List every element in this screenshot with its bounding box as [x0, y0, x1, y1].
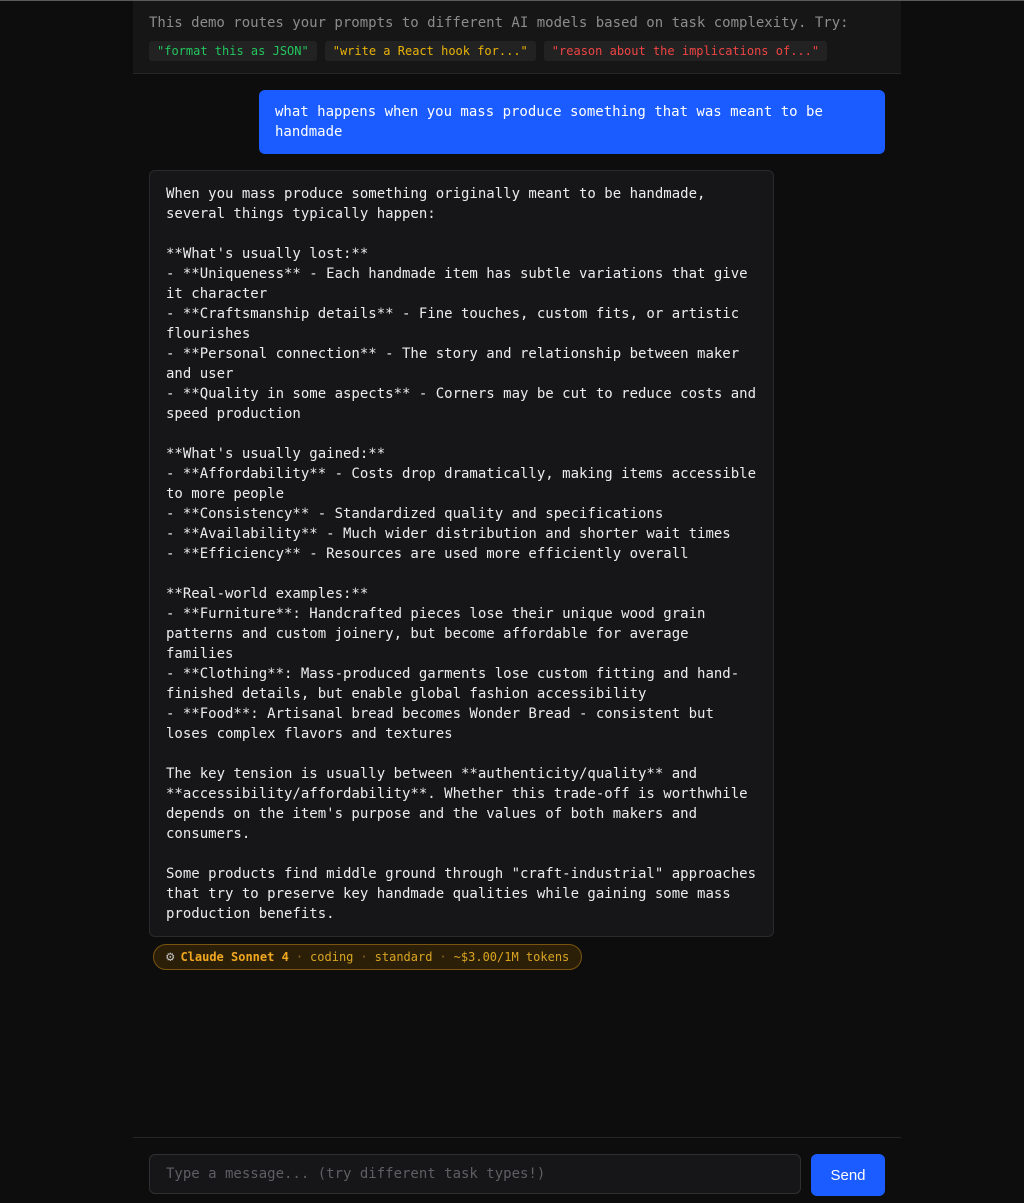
chat-column [133, 0, 901, 1203]
separator-dot: · [295, 950, 304, 964]
hint-text: This demo routes your prompts to different AI models based on task complexity. Try: [149, 15, 849, 31]
example-chip-json[interactable]: "format this as JSON" [149, 41, 317, 61]
model-route-badge [153, 944, 582, 970]
model-tier: standard [374, 950, 433, 964]
hint-bar [133, 1, 901, 74]
example-chip-react-hook[interactable]: "write a React hook for..." [325, 41, 536, 61]
gear-icon: ⚙ [166, 949, 175, 965]
send-button[interactable]: Send [811, 1154, 885, 1196]
separator-dot: · [439, 950, 447, 964]
model-name: Claude Sonnet 4 [180, 950, 289, 964]
separator-dot: · [360, 950, 368, 964]
task-type: coding [310, 950, 354, 964]
composer-divider [133, 1137, 901, 1138]
message-input[interactable] [149, 1154, 801, 1194]
model-price: ~$3.00/1M tokens [453, 950, 570, 964]
example-chip-reasoning[interactable]: "reason about the implications of..." [544, 41, 827, 61]
assistant-message: When you mass produce something originally meant to be handmade, several things typically happen: **What's usually lost:** - **Uniqueness** - Each handmade item has subtle variations that give it character - **Craftsmanship details** - Fine touches, custom fits, or artistic flourishes - **Personal connection** - The story and relationship between maker and user - **Quality in some aspects** - Corners may be cut to reduce costs and speed production **What's usually gained:** - **Affordability** - Costs drop dramatically, making items accessible to more people - **Consistency** - Standardized quality and specifications - **Availability** - Much wider distribution and shorter wait times - **Efficiency** - Resources are used more efficiently overall **Real-world examples:** - **Furniture**: Handcrafted pieces lose their unique wood grain patterns and custom joinery, but become affordable for average families - **Clothing**: Mass-produced garments lose custom fitting and hand-finished details, but enable global fashion accessibility - **Food**: Artisanal bread becomes Wonder Bread - consistent but loses complex flavors and textures The key tension is usually between **authenticity/quality** and **accessibility/affordability**. Whether this trade-off is worthwhile depends on the item's purpose and the values of both makers and consumers. Some products find middle ground through "craft-industrial" approaches that try to preserve key handmade qualities while gaining some mass production benefits. [149, 170, 774, 937]
example-chips [149, 41, 827, 61]
user-message: what happens when you mass produce something that was meant to be handmade [259, 90, 885, 154]
